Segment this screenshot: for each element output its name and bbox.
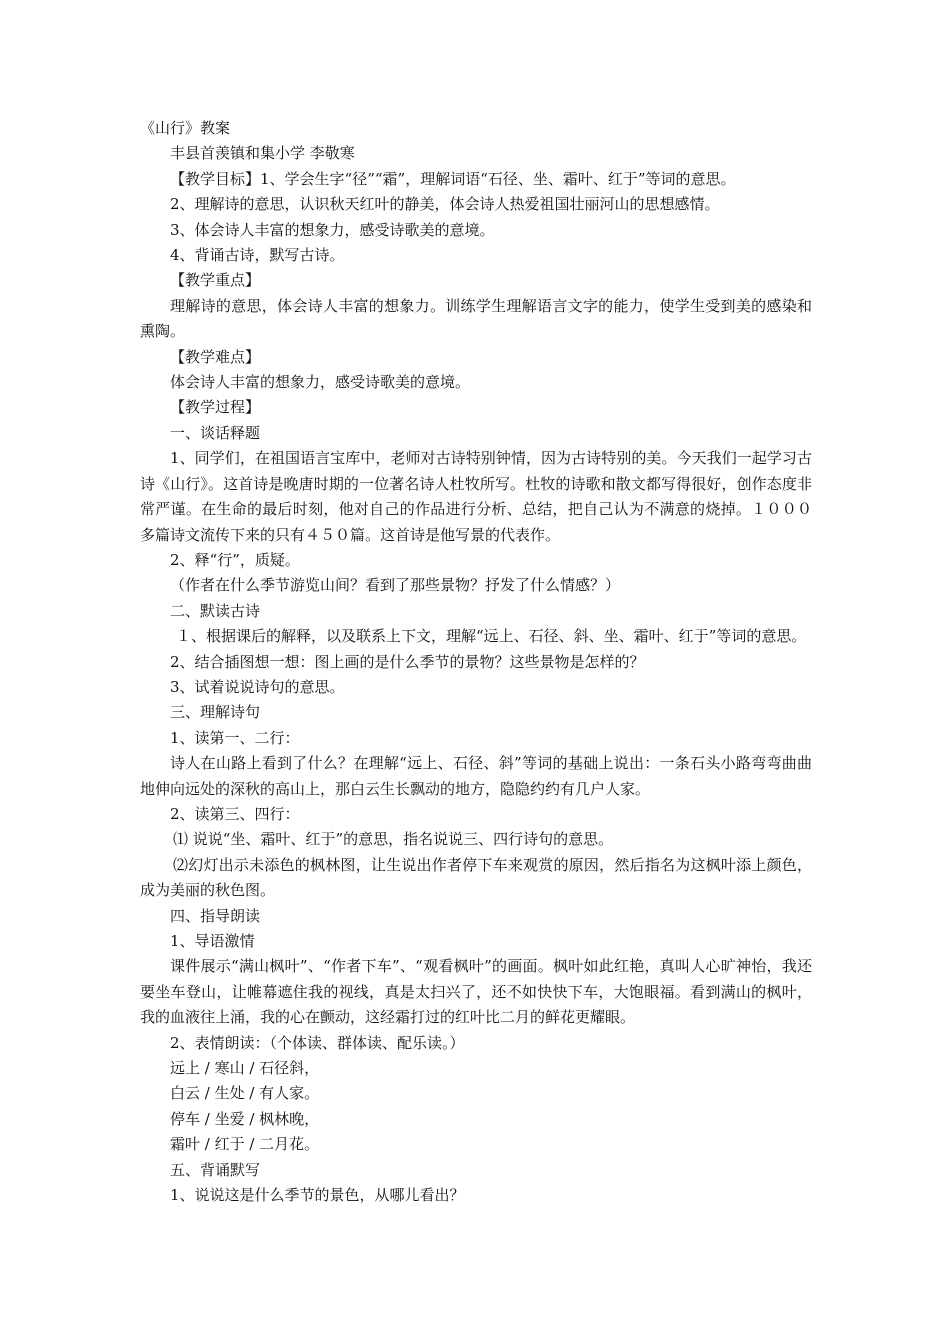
section-3-item-2: 2、读第三、四行： <box>170 804 300 823</box>
author-line: 丰县首羡镇和集小学 李敬寒 <box>170 144 355 163</box>
teaching-goal-2: 2、理解诗的意思，认识秋天红叶的静美，体会诗人热爱祖国壮丽河山的思想感情。 <box>170 195 720 214</box>
section-5-item-1: 1、说说这是什么季节的景色，从哪儿看出？ <box>170 1186 465 1205</box>
teaching-goal-1: 【教学目标】1、学会生字“径”“霜”，理解词语“石径、坐、霜叶、红于”等词的意思。 <box>170 169 736 188</box>
teaching-goal-4: 4、背诵古诗，默写古诗。 <box>170 246 345 265</box>
document-title: 《山行》教案 <box>140 119 231 137</box>
section-1-item-2: 2、释“行”，质疑。 <box>170 550 300 569</box>
difficulty-text: 体会诗人丰富的想象力，感受诗歌美的意境。 <box>170 373 471 392</box>
section-2-item-1: １、根据课后的解释，以及联系上下文，理解“远上、石径、斜、坐、霜叶、红于”等词的意思。 <box>176 627 807 646</box>
section-1-paragraph: 1、同学们，在祖国语言宝库中，老师对古诗特别钟情，因为古诗特别的美。今天我们一起学习古诗《山行》。这首诗是晚唐时期的一位著名诗人杜牧所写。杜牧的诗歌和散文都写得很好，创作态度非常严谨。在生命的最后时刻，他对自己的作品进行分析、总结，把自己认为不满意的烧掉。１０００多篇诗文流传下来的只有４５０篇。这首诗是他写景的代表作。 <box>140 449 812 544</box>
key-points-heading: 【教学重点】 <box>170 271 261 290</box>
section-3-subitem-1: ⑴ 说说“坐、霜叶、红于”的意思，指名说说三、四行诗句的意思。 <box>173 830 614 849</box>
section-3-paragraph-1: 诗人在山路上看到了什么？在理解“远上、石径、斜”等词的基础上说出：一条石头小路弯弯曲曲地伸向远处的深秋的高山上，那白云生长飘动的地方，隐隐约约有几户人家。 <box>140 754 812 798</box>
poem-line-3: 停车 / 坐爱 / 枫林晚， <box>170 1109 320 1128</box>
section-4-item-2: 2、表情朗读：（个体读、群体读、配乐读。） <box>170 1033 465 1052</box>
section-1-question: （作者在什么季节游览山间？看到了那些景物？抒发了什么情感？） <box>170 576 621 595</box>
key-points-text: 理解诗的意思，体会诗人丰富的想象力。训练学生理解语言文字的能力，使学生受到美的感染和熏陶。 <box>140 296 812 341</box>
section-3-subitem-2: ⑵幻灯出示未添色的枫林图，让生说出作者停下车来观赏的原因，然后指名为这枫叶添上颜色，成为美丽的秋色图。 <box>140 855 812 900</box>
section-2-item-3: 3、试着说说诗句的意思。 <box>170 677 345 696</box>
section-5-heading: 五、背诵默写 <box>170 1160 261 1179</box>
poem-line-2: 白云 / 生处 / 有人家。 <box>170 1084 320 1103</box>
poem-line-1: 远上 / 寒山 / 石径斜， <box>170 1059 320 1078</box>
section-4-heading: 四、指导朗读 <box>170 906 261 925</box>
poem-line-4: 霜叶 / 红于 / 二月花。 <box>170 1135 320 1154</box>
process-heading: 【教学过程】 <box>170 398 261 417</box>
section-2-item-2: 2、结合插图想一想：图上画的是什么季节的景物？这些景物是怎样的？ <box>170 652 645 671</box>
teaching-goal-3: 3、体会诗人丰富的想象力，感受诗歌美的意境。 <box>170 220 495 239</box>
lesson-plan-document <box>140 116 812 1208</box>
difficulty-heading: 【教学难点】 <box>170 347 261 366</box>
section-3-heading: 三、理解诗句 <box>170 703 261 722</box>
section-1-heading: 一、谈话释题 <box>170 423 261 442</box>
section-4-paragraph: 课件展示“满山枫叶”、“作者下车”、“观看枫叶”的画面。枫叶如此红艳，真叫人心旷神怡，我还要坐车登山，让帷幕遮住我的视线，真是太扫兴了，还不如快快下车，大饱眼福。看到满山的枫叶，我的血液往上涌，我的心在颤动，这经霜打过的红叶比二月的鲜花更耀眼。 <box>140 957 812 1027</box>
section-3-item-1: 1、读第一、二行： <box>170 728 300 747</box>
section-2-heading: 二、默读古诗 <box>170 601 261 620</box>
section-4-item-1: 1、导语激情 <box>170 932 255 950</box>
